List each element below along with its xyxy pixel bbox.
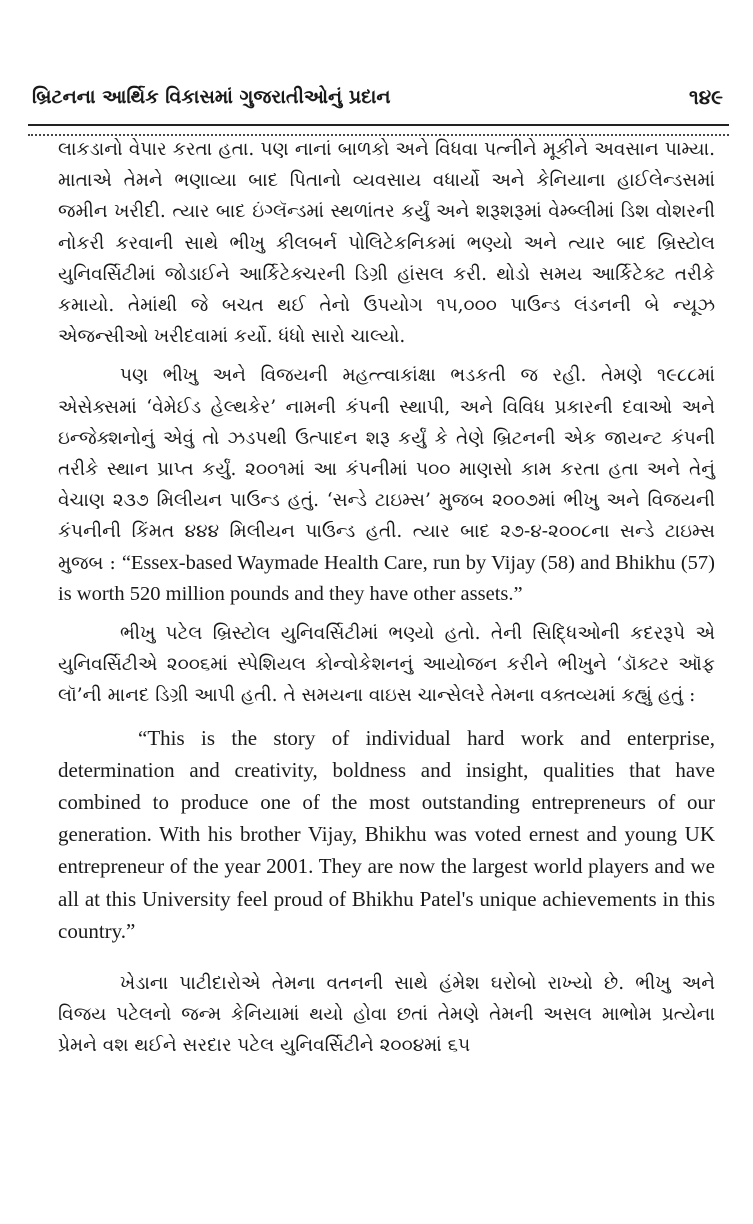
paragraph-company-growth — [58, 360, 715, 610]
paragraph-bristol-degree: ભીખુ પટેલ બ્રિસ્ટોલ યુનિવર્સિટીમાં ભણ્યો હતો. તેની સિદ્ધિઓની કદરરૂપે એ યુનિવર્સિટીએ ૨૦૦૬માં સ્પેશિયલ કોન્વોકેશનનું આયોજન કરીને ભીખુને ‘ડૉક્ટર ઑફ લૉ’ની માનદ ડિગ્રી આપી હતી. તે સમયના વાઇસ ચાન્સેલરે તેમના વક્તવ્યમાં કહ્યું હતું : — [58, 623, 715, 707]
page-number: ૧૪૯ — [688, 85, 723, 109]
running-header — [32, 84, 723, 118]
vice-chancellor-quote: “This is the story of individual hard work and enterprise, determination and creativity, boldness and insight, qualities that have combined to produce one of the most outstanding entrepreneurs of our generation. With his brother Vijay, Bhikhu was voted ernest and young UK entrepreneur of the year 2001. They are now the largest world players and we all at this University feel proud of Bhikhu Patel's unique achievements in this country.” — [58, 725, 715, 943]
paragraph-kheda-patidars: ખેડાના પાટીદારોએ તેમના વતનની સાથે હંમેશ ઘરોબો રાખ્યો છે. ભીખુ અને વિજય પટેલનો જન્મ કેનિયામાં થયો હોવા છતાં તેમણે તેમની અસલ માભોમ પ્રત્યેના પ્રેમને વશ થઈને સરદાર પટેલ યુનિવર્સિટીને ૨૦૦૪માં ૬૫ — [58, 973, 715, 1057]
paragraph-company-growth-text: પણ ભીખુ અને વિજયની મહત્ત્વાકાંક્ષા ભડકતી જ રહી. તેમણે ૧૯૮૮માં એસેક્સમાં ‘વેમેઈડ હેલ્થકેર’ નામની કંપની સ્થાપી, અને વિવિધ પ્રકારની દવાઓ અને ઇન્જેક્શનોનું એવું તો ઝડપથી ઉત્પાદન શરૂ કર્યું કે તેણે બ્રિટનની એક જાયન્ટ કંપની તરીકે સ્થાન પ્રાપ્ત કર્યું. ૨૦૦૧માં આ કંપનીમાં ૫૦૦ માણસો કામ કરતા હતા અને તેનું વેચાણ ૨૩૭ મિલીયન પાઉન્ડ હતું. ‘સન્ડે ટાઇમ્સ’ મુજબ ૨૦૦૭માં ભીખુ અને વિજયની કંપનીની કિંમત ૪૪૪ મિલીયન પાઉન્ડ હતી. ત્યાર બાદ ૨૭-૪-૨૦૦૮ના સન્ડે ટાઇમ્સ મુજબ : — [58, 365, 715, 574]
sunday-times-quote: “Essex-based Waymade Health Care, run by Vijay (58) and Bhikhu (57) is worth 520 million pounds and they have other assets.” — [58, 551, 715, 605]
paragraph-continuation: લાકડાનો વેપાર કરતા હતા. પણ નાનાં બાળકો અને વિધવા પત્નીને મૂકીને અવસાન પામ્યા. માતાએ તેમને ભણાવ્યા બાદ પિતાનો વ્યવસાય વધાર્યો અને કેનિયાના હાઈલેન્ડસમાં જમીન ખરીદી. ત્યાર બાદ ઇંગ્લૅન્ડમાં સ્થળાંતર કર્યું અને શરૂશરૂમાં વેમ્બ્લીમાં ડિશ વોશરની નોકરી કરવાની સાથે ભીખુ કીલબર્ન પોલિટેકનિકમાં ભણ્યો અને ત્યાર બાદ બ્રિસ્ટોલ યુનિવર્સિટીમાં જોડાઈને આર્કિટેક્ચરની ડિગ્રી હાંસલ કરી. થોડો સમય આર્કિટેક્ટ તરીકે કમાયો. તેમાંથી જે બચત થઈ તેનો ઉપયોગ ૧૫,૦૦૦ પાઉન્ડ લંડનની બે ન્યૂઝ એજન્સીઓ ખરીદવામાં કર્યો. ધંધો સારો ચાલ્યો. — [58, 139, 715, 348]
running-header-title: બ્રિટનના આર્થિક વિકાસમાં ગુજરાતીઓનું પ્રદાન — [32, 86, 391, 108]
body-text — [58, 134, 715, 1062]
